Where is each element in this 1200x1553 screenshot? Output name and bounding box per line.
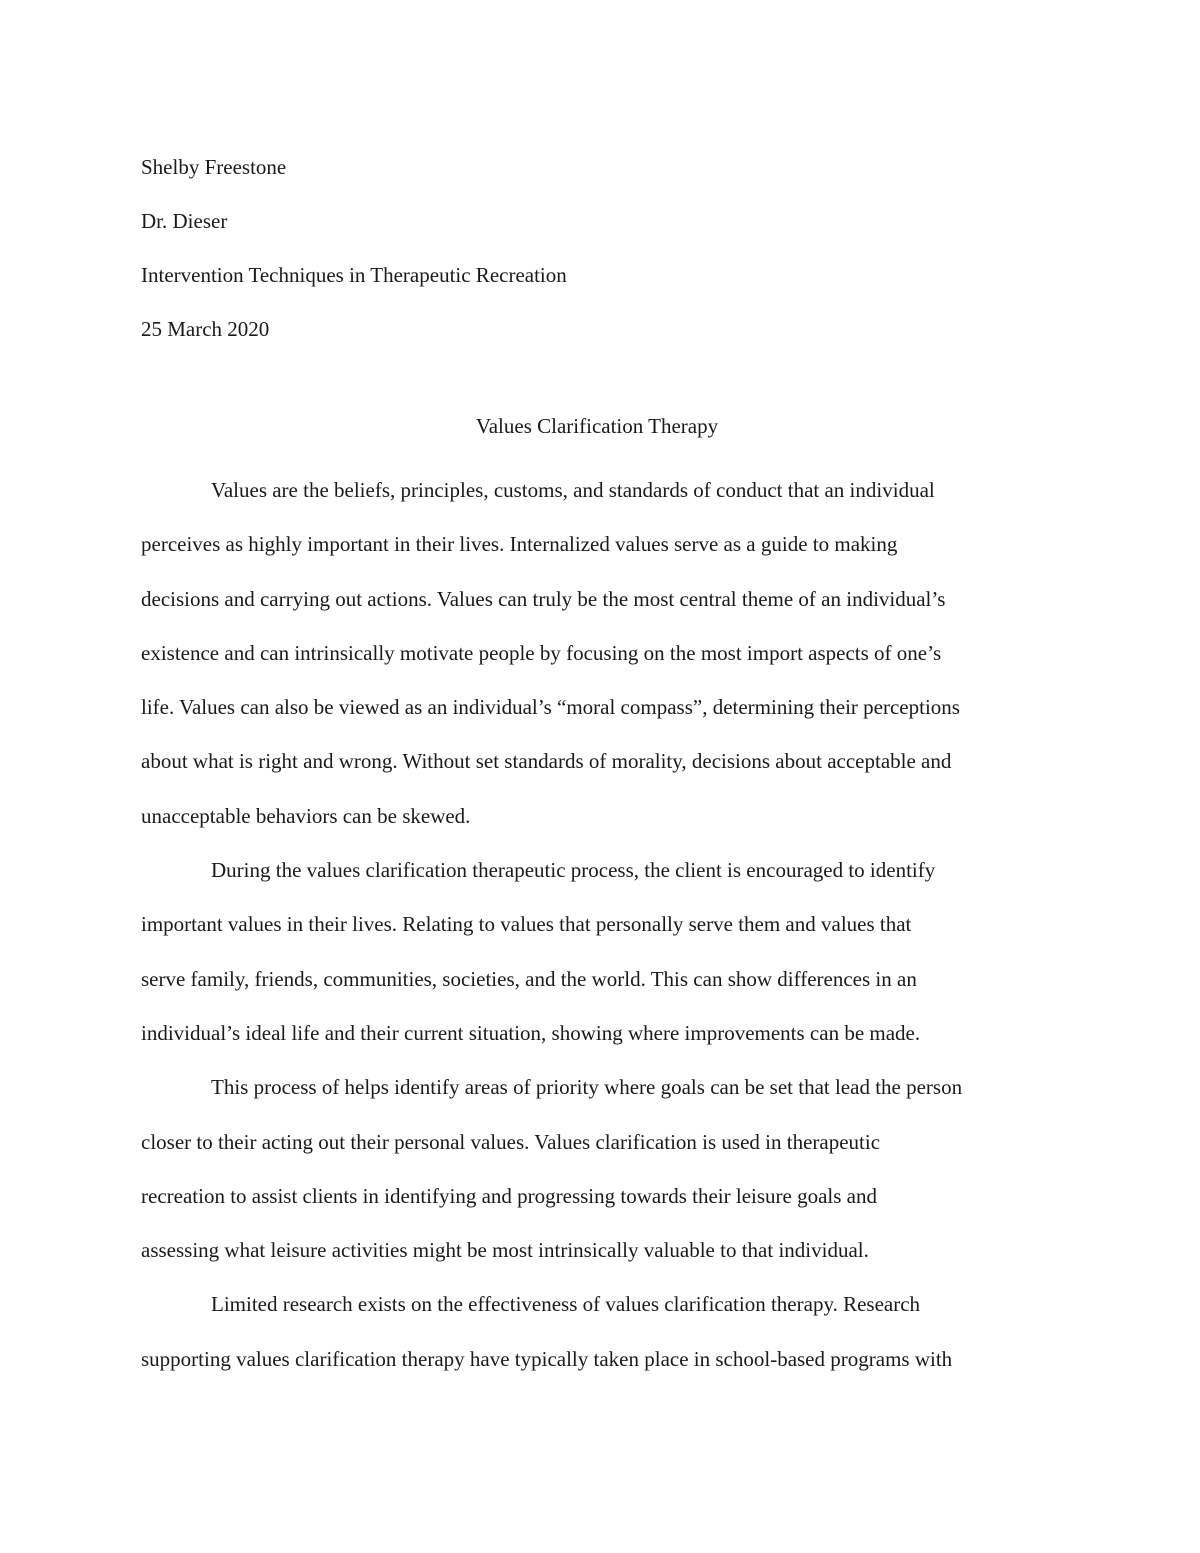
paragraph-line: life. Values can also be viewed as an individual’s “moral compass”, determining their perceptions (141, 695, 960, 720)
document-title: Values Clarification Therapy (475, 414, 719, 438)
paragraph (141, 1277, 1061, 1386)
paragraph-line: decisions and carrying out actions. Values can truly be the most central theme of an individual’s (141, 586, 946, 611)
paragraph-line: supporting values clarification therapy have typically taken place in school-based programs with (141, 1346, 953, 1371)
document-body (141, 463, 1061, 1386)
paragraph-line: existence and can intrinsically motivate people by focusing on the most import aspects of one’s (141, 640, 942, 665)
paragraph-line: perceives as highly important in their lives. Internalized values serve as a guide to making (141, 532, 898, 557)
paragraph-line: about what is right and wrong. Without set standards of morality, decisions about acceptable and (141, 749, 952, 774)
paragraph (141, 843, 1061, 1060)
course-name: Intervention Techniques in Therapeutic Recreation (141, 263, 567, 287)
paragraph-line: Limited research exists on the effectiveness of values clarification therapy. Research (211, 1292, 921, 1317)
heading-block (141, 140, 567, 356)
paragraph-line: important values in their lives. Relating to values that personally serve them and values that (141, 912, 912, 937)
paragraph-line: During the values clarification therapeutic process, the client is encouraged to identify (211, 858, 936, 883)
paragraph-line: assessing what leisure activities might be most intrinsically valuable to that individual. (141, 1238, 869, 1263)
paragraph-line: serve family, friends, communities, societies, and the world. This can show differences in an (141, 966, 917, 991)
paragraph-line: This process of helps identify areas of priority where goals can be set that lead the person (211, 1075, 963, 1100)
paragraph (141, 463, 1061, 843)
paragraph-line: Values are the beliefs, principles, customs, and standards of conduct that an individual (211, 478, 935, 502)
paragraph (141, 1060, 1061, 1277)
paragraph-line: individual’s ideal life and their current situation, showing where improvements can be made. (141, 1020, 921, 1045)
author-name: Shelby Freestone (141, 155, 287, 179)
instructor-name: Dr. Dieser (141, 209, 228, 233)
paragraph-line: closer to their acting out their personal values. Values clarification is used in therapeutic (141, 1129, 881, 1154)
document-date: 25 March 2020 (141, 317, 270, 341)
paragraph-line: unacceptable behaviors can be skewed. (141, 803, 471, 828)
paragraph-line: recreation to assist clients in identifying and progressing towards their leisure goals and (141, 1183, 877, 1208)
